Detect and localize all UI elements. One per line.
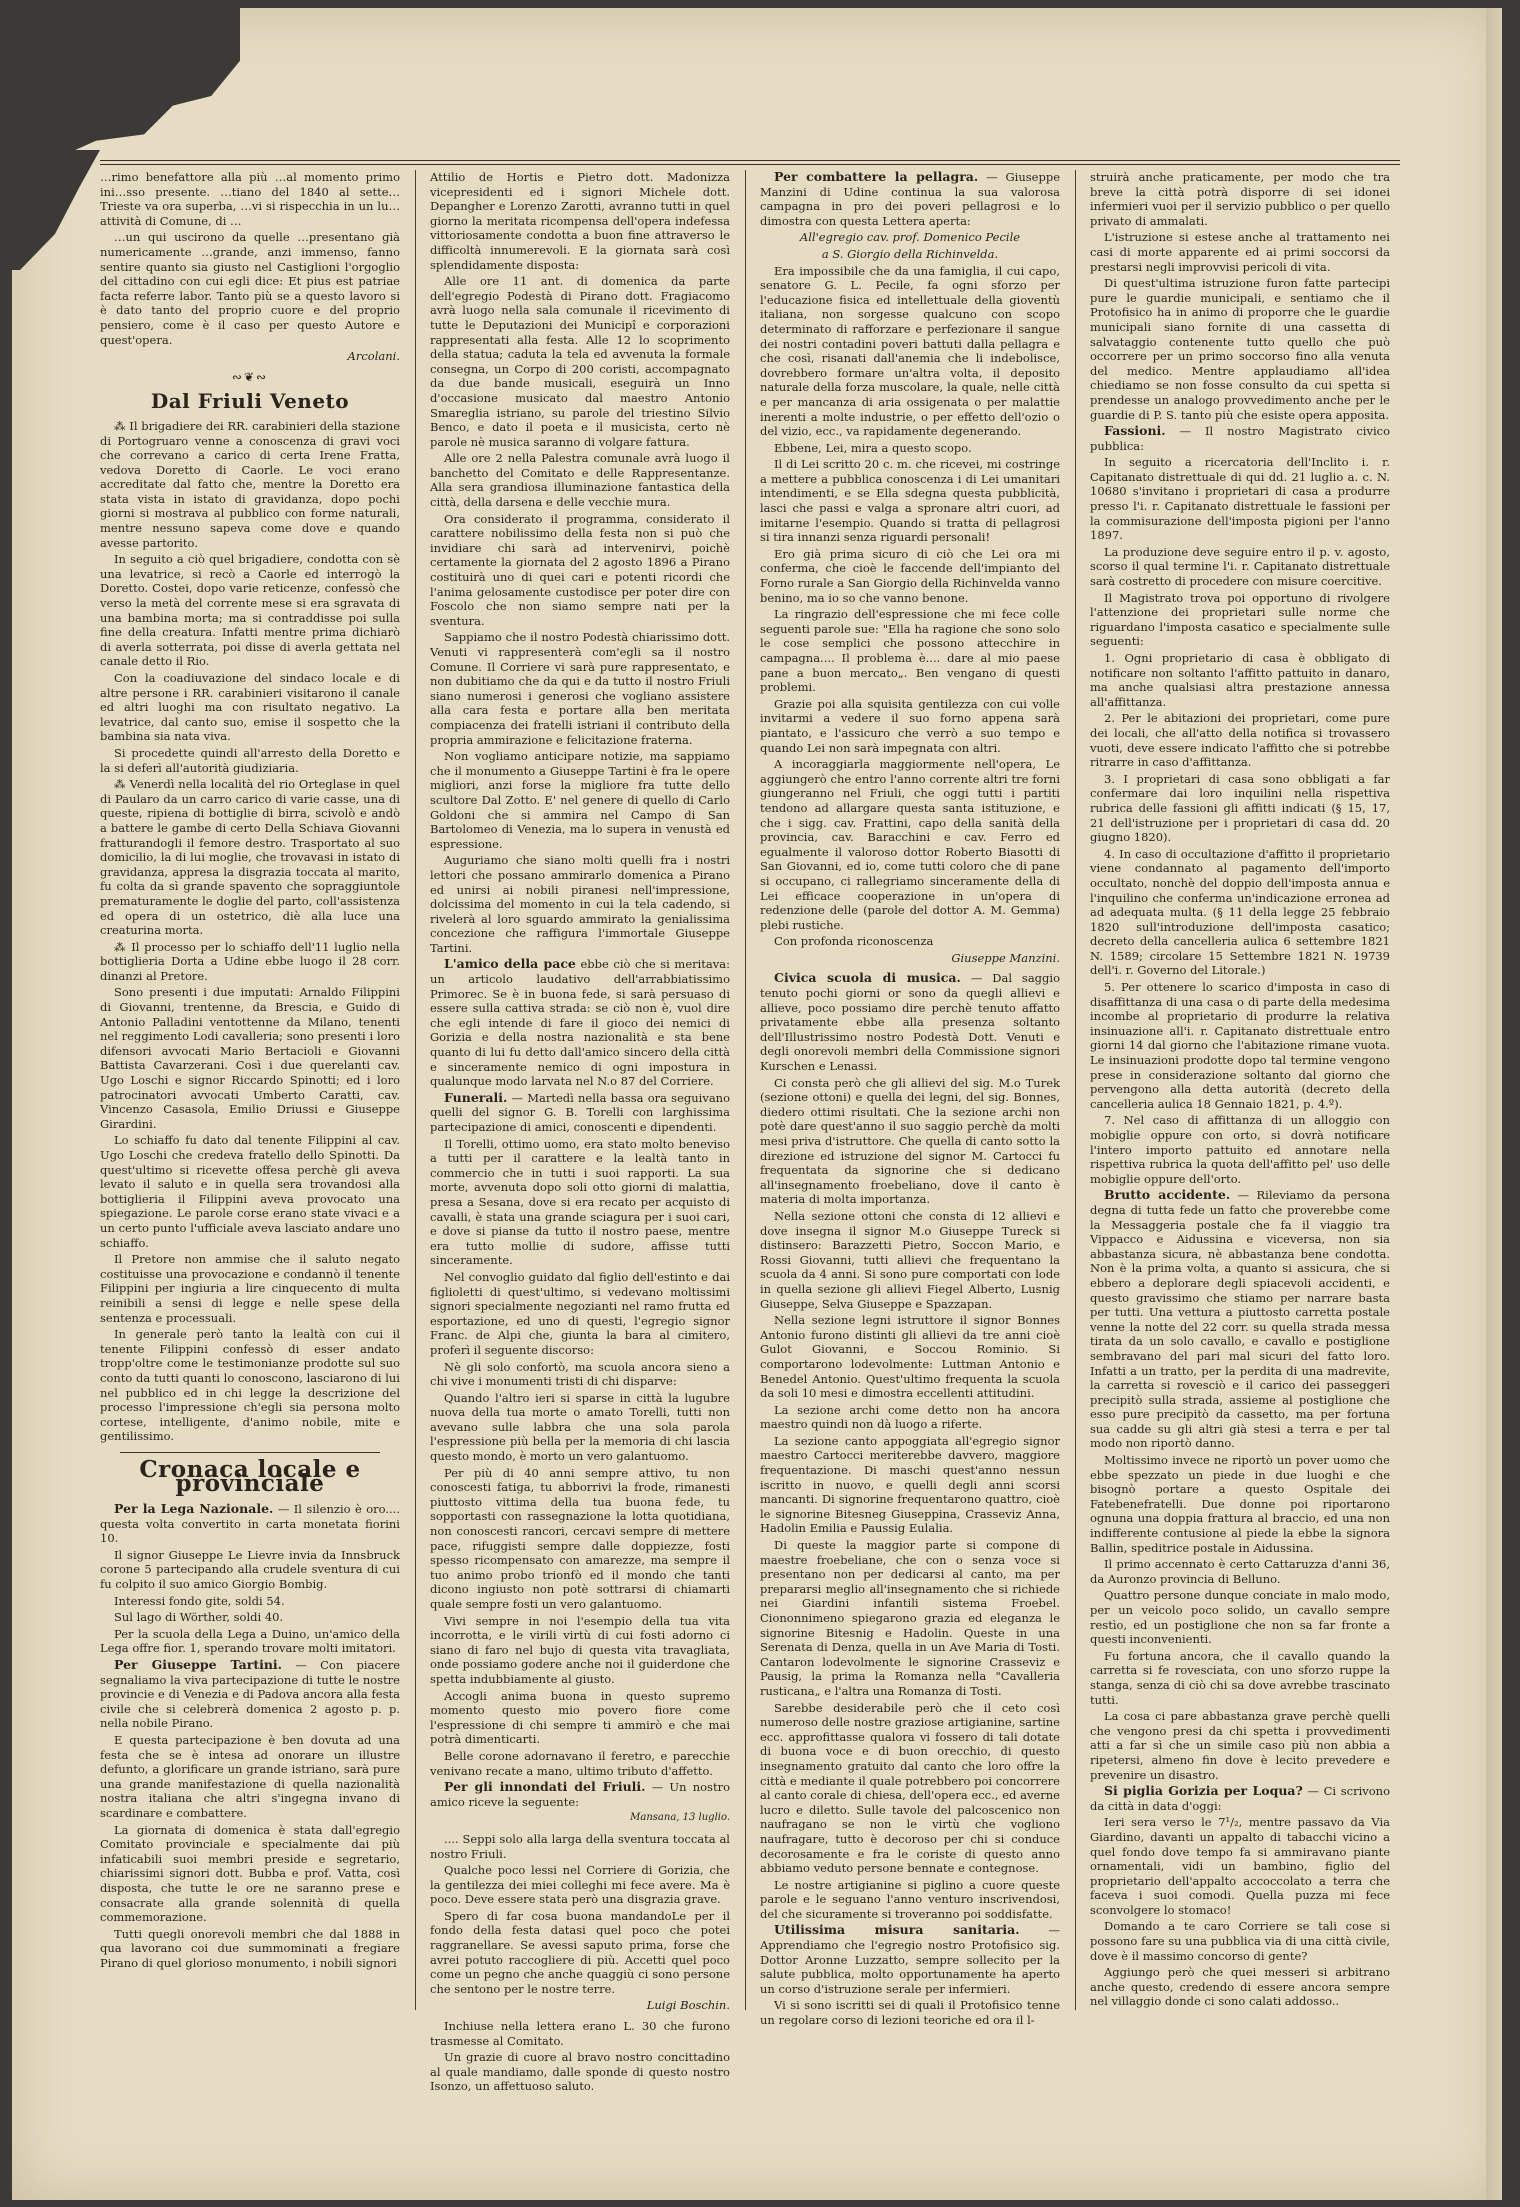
paragraph: Non vogliamo anticipare notizie, ma sappiamo che il monumento a Giuseppe Tartini è fra le opere migliori, anzi forse la migliore fra tutte dello scultore Dal Zotto. E' nel genere di quello di Carlo Goldoni che si ammira nel Campo di San Bartolomeo di Venezia, ma lo supera in venustà ed espressione.: [430, 749, 730, 851]
paragraph: Inchiuse nella lettera erano L. 30 che furono trasmesse al Comitato.: [430, 2019, 730, 2048]
paragraph: Moltissimo invece ne riportò un pover uomo che ebbe spezzato un piede in due luoghi e che bisognò portare a questo Ospitale dei Fatebenefratelli. Due donne poi riportarono ognuna una doppia frattura al braccio, ed una non indifferente contusione al piede la ebbe la signora Ballin, speditrice postale in Aidussina.: [1090, 1453, 1390, 1555]
paragraph: Domando a te caro Corriere se tali cose si possono fare su una pubblica via di una città civile, dove è il massimo concorso di gente?: [1090, 1919, 1390, 1963]
divider: [120, 1452, 380, 1453]
paragraph: Un grazie di cuore al bravo nostro concittadino al quale mandiamo, dalle sponde di questo nostro Isonzo, un affettuoso saluto.: [430, 2050, 730, 2094]
letter-address: All'egregio cav. prof. Domenico Pecile: [799, 230, 1021, 245]
signature: Luigi Boschin.: [646, 1998, 730, 2013]
paragraph: 7. Nel caso di affittanza di un alloggio con mobiglie oppure con orto, si dovrà notificare l'intero importo pattuito ed annotare nella rispettiva rubrica la quota dell'affitto pel' uso delle mobiglie oppure dell'orto.: [1090, 1113, 1390, 1186]
article: [1090, 424, 1390, 453]
paragraph: Lo schiaffo fu dato dal tenente Filippini al cav. Ugo Loschi che credeva fratello dello Spinotti. Da quest'ultimo si ricevette offesa perchè gli aveva levato il saluto e in quella sera trovandosi alla bottiglieria il Filippini aveva provocato una spiegazione. Le parole corse erano state vivaci e a un certo punto l'ufficiale aveva lasciato andare uno schiaffo.: [100, 1133, 400, 1250]
article-heading: Funerali.: [444, 1089, 508, 1105]
article: [430, 1091, 730, 1135]
paragraph: Il primo accennato è certo Cattaruzza d'anni 36, da Auronzo provincia di Belluno.: [1090, 1557, 1390, 1586]
paragraph: La cosa ci pare abbastanza grave perchè quelli che vengono presi da chi spetta i provvedimenti atti a far sì che un simile caso più non abbia a ripetersi, almeno fin dove è lecito prevedere e prevenire un disastro.: [1090, 1709, 1390, 1782]
article-text: — Rileviamo da persona degna di tutta fede un fatto che proverebbe come la Messaggeria postale che fa il viaggio tra Vippacco e Aidussina e viceversa, non sia abbastanza sicura, nè abbastanza bene condotta. Non è la prima volta, a quanto si assicura, che si ebbero a deplorare degli spiacevoli accidenti, e questo gravissimo che stiamo per narrare basta per tutti. Una vettura a piuttosto carretta postale venne la notte del 22 corr. su quella strada messa tirata da un solo cavallo, e cavallo e postiglione sembravano del pari mal sicuri del fatto loro. Infatti a un tratto, per la perdita di una madrevite, la carretta si rovesciò e il carico dei passeggeri precipitò sulla strada, assieme al postiglione che esso pure precipitò da cassetto, ma per fortuna sua cadde su gli altri già stesi a terra e per tal modo non riportò danno.: [1090, 1188, 1390, 1451]
article-heading: Fassioni.: [1104, 423, 1166, 439]
paragraph: 4. In caso di occultazione d'affitto il proprietario viene condannato al pagamento dell'importo occultato, nonchè del doppio dell'imposta annua e l'inquilino che conferma un'indicazione erronea ad ad adequata multa. (§ 11 della legge 25 febbraio 1820 sull'introduzione dell'imposta casatico; decreto della cancelleria aulica 6 settembre 1821 N. 1589; circolare 15 Settembre 1821 N. 19739 dell'i. r. Governo del Litorale.): [1090, 846, 1390, 978]
article: [760, 971, 1060, 1073]
column-2: [430, 170, 731, 2094]
signature: Arcolani.: [347, 349, 400, 364]
paragraph: La ringrazio dell'espressione che mi fece colle seguenti parole sue: "Ella ha ragione che sono solo le cose semplici che possono attecchire in campagna.... Il problema è.... dare al mio paese pane a buon mercato„. Ben vengano di questi problemi.: [760, 607, 1060, 695]
column-3: [760, 169, 1061, 2028]
paragraph: …un qui uscirono da quelle …presentano già numericamente …grande, anzi immenso, fanno sentire quanto sia giusto nel Castiglioni l'orgoglio del cittadino con cui egli dice: Et pius est patriae facta referre labor. Tanto più se a questo lavoro si è dato tanto del proprio cuore e del proprio pensiero, come è il caso per questo Autore e quest'opera.: [100, 230, 400, 347]
paragraph: Di queste la maggior parte si compone di maestre froebeliane, che con o senza voce si presentano non per dedicarsi al canto, ma per prepararsi meglio all'insegnamento che si richiede nei Giardini infantili sistema Froebel. Ciononnimeno spiegarono grazia ed eleganza le signorine Bitesnig e Hadolin. Queste in una Serenata di Denza, quella in un Ave Maria di Tosti. Cantaron lodevolmente le signorine Crasseviz e Pausig, la prima la Romanza nella "Cavalleria rusticana„ e l'altra una Romanza di Tosti.: [760, 1538, 1060, 1698]
paragraph: ⁂ Il processo per lo schiaffo dell'11 luglio nella bottiglieria Dorta a Udine ebbe luogo il 28 corr. dinanzi al Pretore.: [100, 939, 400, 983]
paragraph: ⁂ Venerdì nella località del rio Orteglase in quel di Paularo da un carro carico di varie casse, una di queste, ripiena di bottiglie di birra, scivolò e andò a battere le gambe di certo Della Schiava Giovanni fratturandogli il femore destro. Trasportato al suo domicilio, la di lui moglie, che trovavasi in istato di gravidanza, appresa la disgrazia toccata al marito, fu colta da sì grande spavento che sopraggiuntole prematuramente le doglie del parto, coll'assistenza ed opera di un ostetrico, diè alla luce una creaturina morta.: [100, 777, 400, 938]
paragraph: Sono presenti i due imputati: Arnaldo Filippini di Giovanni, trentenne, da Brescia, e Guido di Antonio Palladini ventottenne da Milano, tenenti nel reggimento Lodi cavalleria; sono presenti i loro difensori avvocati Mario Bertacioli e Giovanni Battista Cavarzerani. Così i due querelanti cav. Ugo Loschi e signor Riccardo Spinotti; ed i loro patrocinatori avvocati Umberto Caratti, cav. Vincenzo Casasola, Emilio Driussi e Giuseppe Girardini.: [100, 985, 400, 1131]
article-text: — Apprendiamo che l'egregio nostro Protofisico sig. Dottor Aronne Luzzatto, sempre sollecito per la salute pubblica, molto opportunamente ha aperto un corso d'istruzione serale per infermieri.: [760, 1923, 1060, 1996]
paragraph: …rimo benefattore alla più …al momento primo ini…sso presente. …tiano del 1840 al sette… Trieste va ora superba, …vi si rispecchia in un lu… attività di Comune, di …: [100, 170, 400, 228]
article-text: — Giuseppe Manzini di Udine continua la sua valorosa campagna in pro dei poveri pellagrosi e lo dimostra con questa Lettera aperta:: [760, 170, 1060, 228]
article: [760, 1923, 1060, 1996]
paragraph: Di quest'ultima istruzione furon fatte partecipi pure le guardie municipali, e sentiamo che il Protofisico ha in animo di proporre che le guardie municipali siano fornite di una cassetta di salvataggio contenente tutto quello che può occorrere per un primo soccorso fino alla venuta del medico. Mentre applaudiamo all'idea chiediamo se non fosse consulto da cui spetta si prendesse un analogo provvedimento anche per le guardie di P. S. tanto più che esiste opera apposita.: [1090, 276, 1390, 422]
paragraph: Le nostre artigianine si piglino a cuore queste parole e le seguano l'anno venturo inscrivendosi, del che sicuramente si troveranno poi soddisfatte.: [760, 1877, 1060, 1921]
paragraph: 1. Ogni proprietario di casa è obbligato di notificare non soltanto l'affitto pattuito in danaro, ma anche qualsiasi altra prestazione annessa all'affittanza.: [1090, 651, 1390, 709]
paragraph: 2. Per le abitazioni dei proprietari, come pure dei locali, che all'atto della notifica si trovassero vuoti, deve essere indicato l'affitto che si potrebbe ritrarre in caso d'affittanza.: [1090, 711, 1390, 770]
article-heading: Brutto accidente.: [1104, 1187, 1231, 1203]
top-rule: [100, 160, 1400, 165]
paragraph: Accogli anima buona in questo supremo momento questo mio povero fiore come l'espressione di chi sempre ti ammirò e che mai potrà dimenticarti.: [430, 1688, 730, 1747]
paragraph: Interessi fondo gite, soldi 54.: [114, 1593, 285, 1608]
paragraph: La giornata di domenica è stata dall'egregio Comitato provinciale e specialmente dai più infaticabili suoi membri preside e segretario, chiarissimi signori dott. Bubba e prof. Vatta, così disposta, che tutte le ore ne saranno prese e consacrate alla grande solennità di quella commemorazione.: [100, 1822, 400, 1925]
paragraph: Il di Lei scritto 20 c. m. che ricevei, mi costringe a mettere a pubblica conoscenza i di Lei umanitari intendimenti, e se Ella sdegna questa pubblicità, lasci che passi e valga a spronare altri cuori, ad imitarne l'esempio. Quando si tratta di pellagrosi si tira innanzi senza riguardi personali!: [760, 457, 1060, 545]
paragraph: Ero già prima sicuro di ciò che Lei ora mi conferma, che cioè le faccende dell'impianto del Forno rurale a San Giorgio della Richinvelda vanno benino, ma io so che vanno benone.: [760, 546, 1060, 605]
article: [1090, 1784, 1390, 1813]
article-heading: Per combattere la pellagra.: [774, 169, 979, 184]
paragraph: Quando l'altro ieri si sparse in città la lugubre nuova della tua morte o amato Torelli, tutti non avevano sulle labbra che una sola parola l'espressione più bella per la memoria di chi lascia questo mondo, è morto un vero galantuomo.: [430, 1390, 730, 1464]
paragraph: 3. I proprietari di casa sono obbligati a far confermare dai loro inquilini nella rispettiva rubrica delle fassioni gli affitti indicati (§ 15, 17, 21 dell'istruzione per i proprietari di casa dd. 20 giugno 1820).: [1090, 771, 1390, 845]
paragraph: 5. Per ottenere lo scarico d'imposta in caso di disaffittanza di una casa o di parte della medesima incombe al proprietario di produrre la relativa insinuazione all'i. r. Capitanato distrettuale entro giorni 14 dal giorno che l'abitazione rimane vuota. Le insinuazioni prodotte dopo tal termine vengono prese in considerazione soltanto dal giorno che pervengono alla detta autorità (decreto della cancelleria aulica 18 Gennaio 1821, p. 4.º).: [1090, 980, 1390, 1111]
paragraph: Ci consta però che gli allievi del sig. M.o Turek (sezione ottoni) e quella dei legni, del sig. Bonnes, diedero ottimi risultati. Che la sezione archi non potè dare quest'anno il suo saggio perchè da molti mesi priva d'istruttore. Che quella di canto sotto la direzione ed istruzione del signor M. Cartocci fu frequentata da signorine che si dedicano all'insegnamento froebeliano, dove il canto è materia di molta importanza.: [760, 1075, 1060, 1207]
paragraph: Ebbene, Lei, mira a questo scopo.: [774, 440, 972, 455]
paragraph: Spero di far cosa buona mandandoLe per il fondo della festa datasi quel poco che potei raggranellare. Se avessi saputo prima, forse che avrei potuto raccogliere di più. Accetti quel poco come un pegno che anche quaggiù ci sono persone che sentono per le nostre terre.: [430, 1908, 730, 1996]
paragraph: Tutti quegli onorevoli membri che dal 1888 in qua lavorano coi due summominati a fregiare Pirano di quel glorioso monumento, i nobili signori: [100, 1926, 400, 1970]
paragraph: La produzione deve seguire entro il p. v. agosto, scorso il qual termine l'i. r. Capitanato distrettuale sarà costretto di procedere con misure coercitive.: [1090, 544, 1390, 589]
paragraph: Il Pretore non ammise che il saluto negato costituisse una provocazione e condannò il tenente Filippini per ingiuria a lire cinquecento di multa reinibili a sensi di legge e nelle spese della sentenza e processuali.: [100, 1252, 400, 1325]
article: [760, 170, 1060, 228]
paragraph: Nella sezione legni istruttore il signor Bonnes Antonio furono distinti gli allievi da tre anni cioè Gulot Giovanni, e Soccou Rominio. Si comportarono lodevolmente: Luttman Antonio e Benedel Antonio. Quest'ultimo frequenta la scuola da soli 10 mesi e dimostra eccellenti attitudini.: [760, 1313, 1060, 1401]
column-1: [100, 170, 400, 2010]
paragraph: Belle corone adornavano il feretro, e parecchie venivano recate a mano, ultimo tributo d'affetto.: [430, 1748, 730, 1778]
paragraph: E questa partecipazione è ben dovuta ad una festa che se è intesa ad onorare un illustre defunto, a glorificare un grande istriano, sarà pure una grande manifestazione di quella nazionalità nostra italiana che altri s'ingegna invano di scardinare e combattere.: [100, 1732, 400, 1820]
paragraph: Ieri sera verso le 7¹/₂, mentre passavo da Via Giardino, davanti un appalto di tabacchi vicino a quel fondo dove tempo fa si ammiravano piante ornamentali, vidi un bambino, figlio del proprietario dell'appalto accoccolato a terra che faceva i suoi comodi. Quella puzza mi fece sconvolgere lo stomaco!: [1090, 1815, 1390, 1917]
column-rule: [415, 170, 416, 2010]
paragraph: ⁂ Il brigadiere dei RR. carabinieri della stazione di Portogruaro venne a conoscenza di gravi voci che correvano a carico di certa Irene Fratta, vedova Doretto di Caorle. Le voci erano accreditate dal fatto che, mentre la Doretto era stata vista in istato di gravidanza, dopo pochi giorni si mostrava al pubblico con forme naturali, mentre nessuno sapeva come dove e quando avesse partorito.: [100, 418, 400, 550]
columns: [100, 169, 1391, 2094]
paragraph: Quattro persone dunque conciate in malo modo, per un veicolo poco solido, un cavallo sempre restìo, ed un postiglione che non sa far fronte a questi inconvenienti.: [1090, 1588, 1390, 1647]
section-heading-cronaca: Cronaca locale e provinciale: [139, 1455, 361, 1498]
article-text: — Con piacere segnaliamo la viva partecipazione di tutte le nostre provincie e di Venezia e di Padova ancora alla festa civile che si celebrerà domenica 2 agosto p. p. nella nobile Pirano.: [100, 1658, 400, 1731]
article-heading: Per Giuseppe Tartini.: [114, 1657, 283, 1672]
article-heading: Utilissima misura sanitaria.: [774, 1922, 1020, 1938]
article-text: ebbe ciò che si meritava: un articolo laudativo dell'arrabbiatissimo Primorec. Se è in buona fede, si sarà persuaso di essere sulla cattiva strada: se ciò non è, vuol dire che egli intende di fare il gioco dei nemici di Gorizia e della nostra nazionalità e sta bene quanto di lui fu detto dall'amico sincero della città e sinceramente nemico di ogni impostura in qualunque modo larvata nel N.o 87 del Corriere.: [430, 957, 731, 1089]
paragraph: In generale però tanto la lealtà con cui il tenente Filippini confessò di esser andato tropp'oltre come le testimonianze prodotte sul suo conto da tutti quanti lo conoscono, lasciarono di lui nel pubblico ed in chi legge la descrizione del processo l'impressione ch'egli sia persona molto cortese, intelligente, d'animo nobile, mite e gentilissimo.: [100, 1327, 400, 1444]
paragraph: .... Seppi solo alla larga della sventura toccata al nostro Friuli.: [430, 1831, 730, 1861]
paragraph: Con la coadiuvazione del sindaco locale e di altre persone i RR. carabinieri visitarono il canale ed altri luoghi ma con risultato negativo. La levatrice, dal canto suo, emise il sospetto che la bambina sia nata viva.: [100, 671, 400, 744]
paragraph: Sappiamo che il nostro Podestà chiarissimo dott. Venuti vi rappresenterà com'egli sa il nostro Comune. Il Corriere vi sarà pure rappresentato, e non dubitiamo che da qui e da tutto il nostro Friuli siano numerosi i generosi che vogliano assistere alla cara festa e portare alla ben meritata compiacenza dei fratelli istriani il contributo della propria ammirazione e felicitazione fraterna.: [430, 630, 730, 747]
article-heading: Per la Lega Nazionale.: [114, 1501, 274, 1517]
paragraph: Alle ore 2 nella Palestra comunale avrà luogo il banchetto del Comitato e delle Rappresentanze. Alla sera grandiosa illuminazione fantastica della città, della darsena e delle vecchie mura.: [430, 451, 730, 510]
paragraph: struirà anche praticamente, per modo che tra breve la città potrà disporre di sei idonei infermieri vuoi per il servizio pubblico o per quello privato di ammalati.: [1090, 170, 1390, 228]
paragraph: Nè gli solo confortò, ma scuola ancora sieno a chi vive i monumenti tristi di chi disparve:: [430, 1359, 730, 1389]
paragraph: Nella sezione ottoni che consta di 12 allievi e dove insegna il signor M.o Giuseppe Tureck si distinsero: Barazzetti Pietro, Soccon Mario, e Rossi Giovanni, tutti allievi che frequentano la scuola da 4 anni. Si sono pure comportati con lode in quella sezione gli allievi Fiegel Alberto, Lusnig Giuseppe, Selva Giuseppe e Spazzapan.: [760, 1208, 1060, 1311]
column-rule: [745, 170, 746, 2010]
article: [100, 1502, 400, 1546]
article-text: — Dal saggio tenuto pochi giorni or sono da quegli allievi e allieve, poco possiamo dire perchè tenuto affatto privatamente ebbe alla presenza soltanto dell'Illustrissimo nostro Podestà Dott. Venuti e degli onorevoli membri della Commissione signori Kurschen e Lenassi.: [760, 971, 1061, 1074]
article-text: — Ci scrivono da città in data d'oggi:: [1090, 1784, 1391, 1813]
paragraph: Il signor Giuseppe Le Lievre invia da Innsbruck corone 5 partecipando alla crudele sventura di cui fu colpito il suo amico Giorgio Bombig.: [100, 1547, 400, 1592]
paragraph: La sezione canto appoggiata all'egregio signor maestro Cartocci meriterebbe davvero, maggiore frequentazione. Di maschi quest'anno nessun iscritto in nuovo, e quelli degli anni scorsi mancanti. Di signorine frequentarono quattro, cioè le signorine Bitesneg Giuseppina, Crasseviz Anna, Hadolin Emilia e Paussig Eulalia.: [760, 1433, 1060, 1536]
article: [100, 1658, 400, 1731]
paragraph: L'istruzione si estese anche al trattamento nei casi di morte apparente ed ai primi soccorsi da prestarsi negli improvvisi pericoli di vita.: [1090, 230, 1390, 274]
paragraph: Qualche poco lessi nel Corriere di Gorizia, che la gentilezza dei miei colleghi mi fece avere. Ma è poco. Deve essere stata però una disgrazia grave.: [430, 1863, 730, 1907]
paragraph: Attilio de Hortis e Pietro dott. Madonizza vicepresidenti ed i signori Michele dott. Depangher e Lorenzo Zarotti, avranno tutti in quel giorno la meritata ricompensa dell'opera indefessa vittoriosamente condotta a buon fine attraverso le difficoltà innumerevoli. E la giornata sarà così splendidamente disposta:: [430, 170, 730, 272]
article-text: — Il nostro Magistrato civico pubblica:: [1090, 424, 1390, 453]
column-rule: [1075, 170, 1076, 2010]
letter-address: a S. Giorgio della Richinvelda.: [821, 246, 999, 261]
column-4: [1090, 170, 1390, 2010]
paragraph: Sarebbe desiderabile però che il ceto così numeroso delle nostre graziose artigianine, sartine ecc. approfittasse qualora vi fossero di tali dotate di buona voce e di buon orecchio, di questo insegnamento gratuito dal canto che loro offre la città e mediante il quale potrebbero poi concorrere al canto corale di chiesa, dell'opera ecc., ed averne lucro e diletto. Sulle tavole del palcoscenico non naufragano se non le virtù che vogliono naufragare, tutto è decoroso per chi si conduce decorosamente e fra le coriste di questo anno abbiamo veduto persone bennate e contegnose.: [760, 1700, 1060, 1876]
paragraph: Alle ore 11 ant. di domenica da parte dell'egregio Podestà di Pirano dott. Fragiacomo avrà luogo nella sala comunale il ricevimento di tutte le Deputazioni dei Municipî e corporazioni rappresentati alla festa. Alle 12 lo scoprimento della statua; caduta la tela ed avvenuta la formale consegna, un Corpo di 200 coristi, accompagnato da due bande musicali, eseguirà un Inno d'occasione musicato dal maestro Antonio Smareglia istriano, su parole del triestino Silvio Benco, e dato il poeta e il musicista, certo nè parole nè musica saranno di volgare fattura.: [430, 274, 730, 449]
paragraph: Sul lago di Wörther, soldi 40.: [114, 1610, 284, 1625]
paragraph: Nel convoglio guidato dal figlio dell'estinto e dai figlioletti di quest'ultimo, si vedevano moltissimi signori specialmente negozianti nel ramo frutta ed esportazione, ed uno di questi, l'egregio signor Franc. de Alpi che, giunta la bara al cimitero, proferì il seguente discorso:: [430, 1269, 730, 1357]
paragraph: Il Magistrato trova poi opportuno di rivolgere l'attenzione dei proprietari sulle norme che riguardano l'imposta casatico e specialmente sulle seguenti:: [1090, 590, 1390, 649]
signature: Giuseppe Manzini.: [951, 950, 1060, 965]
page-edge: [1486, 8, 1502, 2200]
paragraph: La sezione archi come detto non ha ancora maestro quindi non dà luogo a riferte.: [760, 1402, 1060, 1432]
paragraph: Il Torelli, ottimo uomo, era stato molto benevisо a tutti per il carattere e la lealtà tanto in commercio che in tutti i suoi rapporti. La sua morte, avvenuta dopo soli otto giorni di malattia, presa a Sesana, dove si era recato per acquisto di cavalli, è stata una grande sciagura per i suoi cari, e dove si pianse da tutto il nostro paese, mentre era tutto mollie di sudore, affisse tutti sinceramente.: [430, 1136, 730, 1268]
paragraph: Per la scuola della Lega a Duino, un'amico della Lega offre fior. 1, sperando trovare molti imitatori.: [100, 1626, 400, 1656]
paragraph: In seguito a ricercatoria dell'Inclito i. r. Capitanato distrettuale di qui dd. 21 luglio a. c. N. 10680 s'invitano i proprietari di casa a produrre presso l'i. r. Capitanato distrettuale le fassioni per la commisurazione dell'imposta pigioni per l'anno 1897.: [1090, 455, 1390, 543]
paragraph: Per più di 40 anni sempre attivo, tu non conoscesti fatiga, tu abborrivi la frode, rimanesti piuttosto vittima della tua buona fede, tu sopportasti con rassegnazione la lotta quotidiana, non conoscesti rancori, cercavi sempre di mettere pace, rifuggisti sempre dalle doppiezze, fosti spesso ricompensato con amarezze, ma sempre il tuo animo probo trionfò ed il mondo che tanti dicono ingiusto non potè sottrarsi di chiamarti quale sempre fosti un vero galantuomo.: [430, 1465, 730, 1611]
article-heading: Civica scuola di musica.: [774, 970, 961, 986]
paragraph: A incoraggiarla maggiormente nell'opera, Le aggiungerò che entro l'anno corrente altri tre forni giungeranno nel Friuli, che oggi tutti i partiti tendono ad allargare questa santa istituzione, e che i sigg. cav. Frattini, capo della sanità della provincia, cav. Baracchini e cav. Ferro ed egualmente il valoroso dottor Roberto Biasotti di San Giovanni, ed io, come tutti coloro che di pane si occupano, ci rallegriamo sinceramente della di Lei efficace cooperazione in un'opera di redenzione delle (parole del dottor A. M. Gemma) plebi rustiche.: [760, 757, 1060, 932]
article-text: — Un nostro amico riceve la seguente:: [430, 1780, 730, 1809]
ornament: ∾❦∾: [231, 369, 269, 384]
paragraph: Si procedette quindi all'arresto della Doretto e la si deferì all'autorità giudiziaria.: [100, 745, 400, 775]
letter-date: Mansana, 13 luglio.: [630, 1812, 730, 1824]
article-heading: Per gli innondati del Friuli.: [444, 1779, 646, 1795]
article: [430, 1780, 730, 1809]
article: [1090, 1188, 1390, 1451]
paragraph: In seguito a ciò quel brigadiere, condotta con sè una levatrice, si recò a Caorle ed interrogò la Doretto. Costei, dopo varie reticenze, confessò che verso la metà del corrente mese si era sgravata di una bambina morta; ma si contraddisse poi sulla fine della creatura. Infatti mentre prima dichiarò di averla sotterrata, poi disse di averla gettata nel canale detto il Rio.: [100, 552, 400, 669]
paragraph: Vi si sono iscritti sei di quali il Protofisico tenne un regolare corso di lezioni teoriche ed ora il l-: [760, 1998, 1060, 2028]
paragraph: Era impossibile che da una famiglia, il cui capo, senatore G. L. Pecile, fa ogni sforzo per l'educazione fisica ed intellettuale della gioventù italiana, non sorgesse qualcuno con scopo determinato di rafforzare e perfezionare il sangue dei nostri contadini poveri battuti dalla pellagra e che così, risanati dall'anemia che li indebolisce, dovrebbero formare un'altra volta, il deposito naturale della forza muscolare, la quale, nelle città e per mancanza di aria ossigenata o per malattie inerenti a molte industrie, o per effetto dell'ozio o del vizio, ecc., va rapidamente degenerando.: [760, 263, 1060, 439]
article-heading: L'amico della pace: [444, 956, 576, 972]
paragraph: Vivi sempre in noi l'esempio della tua vita incorrotta, e le virili virtù di cui fosti adorno ci siano di faro nel bujo di questa vita travagliata, onde possiamo godere anche noi il guiderdone che spetta indubbiamente al giusto.: [430, 1613, 730, 1686]
article-text: — Martedì nella bassa ora seguivano quelli del signor G. B. Torelli con larghissima partecipazione di amici, conoscenti e dipendenti.: [430, 1090, 731, 1134]
article-text: — Il silenzio è oro.... questa volta convertito in carta monetata fiorini 10.: [100, 1502, 400, 1546]
article: [430, 957, 730, 1088]
paragraph: Ora considerato il programma, considerato il carattere nobilissimo della festa non si può che invidiare chi sarà ad intervenirvi, poichè certamente la giornata del 2 agosto 1896 a Pirano costituirà uno di quei cari e potenti ricordi che l'anima gelosamente custodisce per poter dire con Foscolo che non siamo sempre nati per la sventura.: [430, 511, 730, 628]
paragraph: Auguriamo che siano molti quelli fra i nostri lettori che possano ammirarlo domenica a Pirano ed unirsi ai nobili piranesi nell'impressione, dolcissima del momento in cui la tela cadendo, si rivelerà al loro sguardo ammirato la genialissima concezione che raffigura l'immortale Giuseppe Tartini.: [430, 853, 730, 955]
article-heading: Si piglia Gorizia per Loqua?: [1104, 1783, 1303, 1799]
section-heading-friuli: Dal Friuli Veneto: [150, 389, 350, 414]
paragraph: Aggiungo però che quei messeri si arbitrano anche questo, credendo di essere ancora sempre nel villaggio donde ci sono calati addosso..: [1090, 1965, 1390, 2009]
paragraph: Fu fortuna ancora, che il cavallo quando la carretta si fe rovesciata, con uno sforzo ruppe la stanga, senza di ciò chi sa dove avrebbe trascinato tutti.: [1090, 1648, 1390, 1707]
paragraph: Grazie poi alla squisita gentilezza con cui volle invitarmi a vedere il suo forno appena sarà piantato, e l'assicuro che verrò a suo tempo e quando Lei non sarà impegnata con altri.: [760, 696, 1060, 755]
paragraph: Con profonda riconoscenza: [774, 934, 934, 949]
